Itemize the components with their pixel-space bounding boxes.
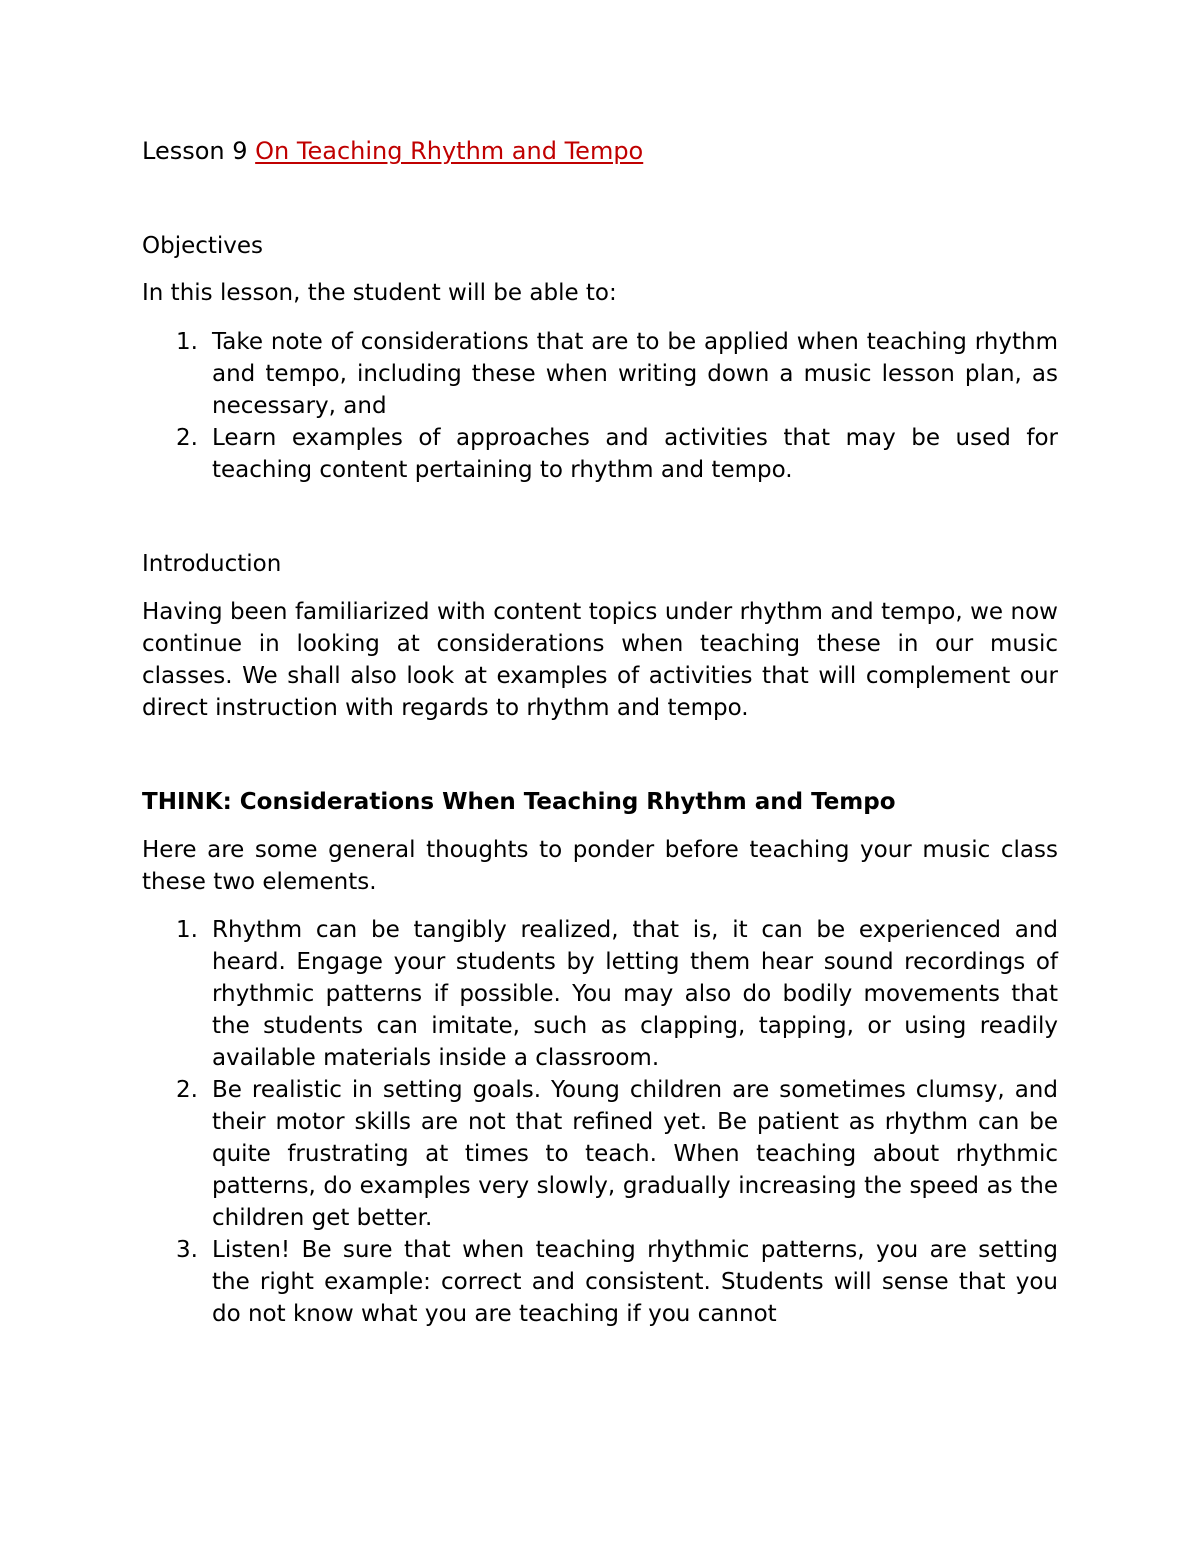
list-item xyxy=(142,914,1058,1074)
lesson-number: Lesson 9 xyxy=(142,137,248,165)
lesson-title-link[interactable]: On Teaching Rhythm and Tempo xyxy=(255,137,644,165)
list-text: Rhythm can be tangibly realized, that is, it can be experienced and heard. Engage your students by letting them hear sound recordings of rhythmic patterns if possible. You may also do bodily movements that the students can imitate, such as clapping, tapping, or using readily available materials inside a classroom. xyxy=(212,917,1058,1071)
introduction-text: Having been familiarized with content topics under rhythm and tempo, we now continue in looking at considerations when teaching these in our music classes. We shall also look at examples of activities that will complement our direct instruction with regards to rhythm and tempo. xyxy=(142,599,1058,721)
document-page xyxy=(142,134,1058,1330)
objectives-intro: In this lesson, the student will be able to: xyxy=(142,280,617,306)
list-text: Learn examples of approaches and activities that may be used for teaching content pertaining to rhythm and tempo. xyxy=(212,425,1058,483)
list-text: Be realistic in setting goals. Young children are sometimes clumsy, and their motor skills are not that refined yet. Be patient as rhythm can be quite frustrating at times to teach. When teaching about rhythmic patterns, do examples very slowly, gradually increasing the speed as the children get better. xyxy=(212,1077,1058,1231)
list-item xyxy=(142,326,1058,422)
think-heading: THINK: Considerations When Teaching Rhythm and Tempo xyxy=(142,789,896,815)
introduction-heading: Introduction xyxy=(142,551,282,577)
list-number: 1. xyxy=(176,329,198,355)
list-text: Listen! Be sure that when teaching rhythmic patterns, you are setting the right example: correct and consistent. Students will sense that you do not know what you are teaching if you cannot xyxy=(212,1237,1058,1327)
list-number: 3. xyxy=(176,1237,198,1263)
objectives-heading: Objectives xyxy=(142,233,264,259)
list-number: 1. xyxy=(176,917,198,943)
list-item xyxy=(142,1234,1058,1330)
list-item xyxy=(142,422,1058,486)
think-intro: Here are some general thoughts to ponder before teaching your music class these two elements. xyxy=(142,837,1058,895)
objectives-list xyxy=(142,326,1058,486)
list-number: 2. xyxy=(176,1077,198,1103)
list-item xyxy=(142,1074,1058,1234)
lesson-title-line xyxy=(142,134,1058,168)
considerations-list xyxy=(142,914,1058,1330)
list-text: Take note of considerations that are to be applied when teaching rhythm and tempo, including these when writing down a music lesson plan, as necessary, and xyxy=(212,329,1058,419)
list-number: 2. xyxy=(176,425,198,451)
